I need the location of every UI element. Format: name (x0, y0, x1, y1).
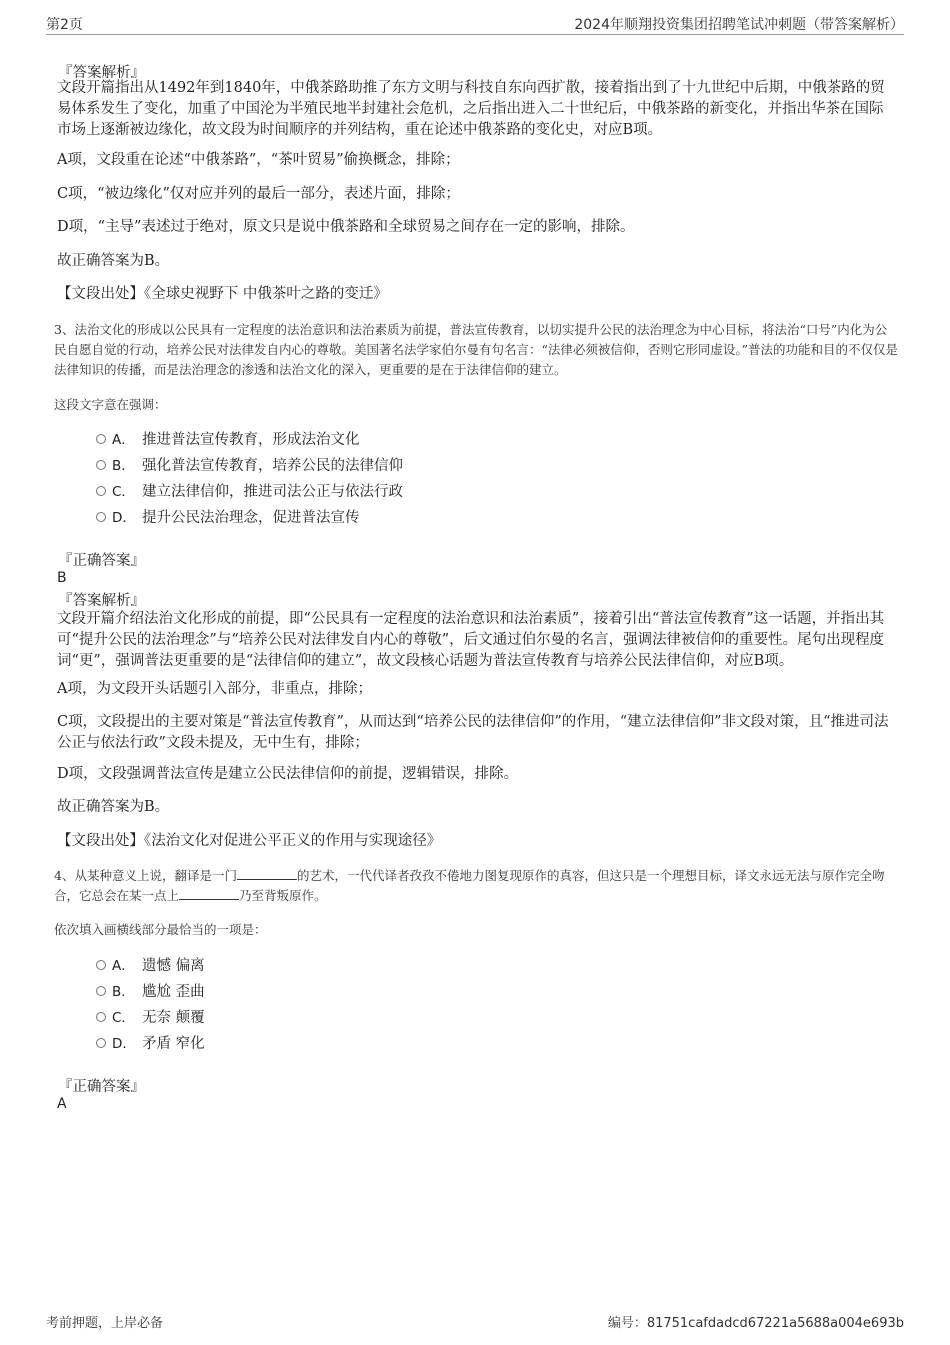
radio-button[interactable] (96, 512, 106, 522)
fill-blank-1 (237, 866, 297, 880)
fill-blank-2 (179, 886, 239, 900)
page-number: 第2页 (46, 17, 83, 33)
q3-analysis-paragraph: 文段开篇介绍法治文化形成的前提，即“公民具有一定程度的法治意识和法治素质”，接着引出“普法宣传教育”这一话题，并指出其可“提升公民的法治理念”与“培养公民对法律发自内心的尊敬”，后文通过伯尔曼的名言，强调法律被信仰的重要性。尾句出现程度词“更”，强调普法更重要的是“法律信仰的建立”，故文段核心话题为普法宣传教育与培养公民法律信仰，对应B项。 (57, 611, 885, 669)
q3-option-c[interactable]: C． 建立法律信仰，推进司法公正与依法行政 (96, 482, 403, 502)
q3-answer: B (57, 570, 67, 586)
q2-source: 【文段出处】《全球史视野下 中俄茶叶之路的变迁》 (57, 286, 388, 302)
q4-option-c[interactable]: C． 无奈 颠覆 (96, 1008, 205, 1028)
q4-answer: A (57, 1096, 67, 1112)
q3-prompt: 这段文字意在强调： (54, 397, 167, 412)
radio-button[interactable] (96, 1038, 106, 1048)
q4-prompt: 依次填入画横线部分最恰当的一项是： (54, 922, 267, 937)
radio-button[interactable] (96, 486, 106, 496)
q2-note-c: C项，“被边缘化”仅对应并列的最后一部分，表述片面，排除； (57, 186, 460, 202)
q3-stem: 3、法治文化的形成以公民具有一定程度的法治意识和法治素质为前提，普法宣传教育，以切实提升公民的法治理念为中心目标，将法治“口号”内化为公民自愿自觉的行动，培养公民对法律发自内心的尊敬。美国著名法学家伯尔曼有句名言：“法律必须被信仰，否则它形同虚设。”普法的功能和目的不仅仅是法律知识的传播，而是法治理念的渗透和法治文化的深入，更重要的是在于法律信仰的建立。 (54, 322, 899, 377)
radio-button[interactable] (96, 986, 106, 996)
q3-note-d: D项，文段强调普法宣传是建立公民法律信仰的前提，逻辑错误，排除。 (57, 766, 519, 782)
q3-note-c: C项，文段提出的主要对策是“普法宣传教育”，从而达到“培养公民的法律信仰”的作用，“建立法律信仰”非文段对策，且“推进司法公正与依法行政”文段未提及，无中生有，排除； (57, 714, 889, 751)
page-header (46, 14, 904, 35)
radio-button[interactable] (96, 460, 106, 470)
page-footer (46, 1312, 904, 1330)
q3-note-a: A项，为文段开头话题引入部分，非重点，排除； (57, 681, 372, 697)
q2-note-d: D项，“主导”表述过于绝对，原文只是说中俄茶路和全球贸易之间存在一定的影响，排除。 (57, 219, 635, 235)
q3-conclusion: 故正确答案为B。 (57, 799, 170, 815)
q3-answer-label: 『正确答案』 (58, 552, 145, 569)
q3-source: 【文段出处】《法治文化对促进公平正义的作用与实现途径》 (57, 833, 442, 849)
footer-slogan: 考前押题，上岸必备 (46, 1316, 164, 1331)
radio-button[interactable] (96, 1012, 106, 1022)
q3-analysis-label: 『答案解析』 (58, 592, 145, 609)
q4-stem: 4、从某种意义上说，翻译是一门 的艺术，一代代译者孜孜不倦地力图复现原作的真容，但这只是一个理想目标，译文永远无法与原作完全吻合，它总会在某一点上 乃至背叛原作。 (54, 868, 885, 903)
q2-note-a: A项，文段重在论述“中俄茶路”，“茶叶贸易”偷换概念，排除； (57, 152, 460, 168)
radio-button[interactable] (96, 434, 106, 444)
q4-option-b[interactable]: B． 尴尬 歪曲 (96, 982, 205, 1002)
q2-conclusion: 故正确答案为B。 (57, 253, 170, 269)
q4-answer-label: 『正确答案』 (58, 1078, 145, 1095)
document-title: 2024年顺翔投资集团招聘笔试冲刺题（带答案解析） (574, 17, 904, 33)
q4-option-d[interactable]: D． 矛盾 窄化 (96, 1034, 205, 1054)
q3-option-d[interactable]: D． 提升公民法治理念，促进普法宣传 (96, 508, 360, 528)
q2-analysis-label: 『答案解析』 (58, 64, 145, 81)
q3-option-b[interactable]: B． 强化普法宣传教育，培养公民的法律信仰 (96, 456, 403, 476)
document-code: 编号：81751cafdadcd67221a5688a004e693b (607, 1316, 904, 1331)
q4-option-a[interactable]: A． 遗憾 偏离 (96, 956, 205, 976)
q2-analysis-paragraph: 文段开篇指出从1492年到1840年，中俄茶路助推了东方文明与科技自东向西扩散，接着指出到了十九世纪中后期，中俄茶路的贸易体系发生了变化，加重了中国沦为半殖民地半封建社会危机，之后指出进入二十世纪后，中俄茶路的新变化，并指出华茶在国际市场上逐渐被边缘化，故文段为时间顺序的并列结构，重在论述中俄茶路的变化史，对应B项。 (57, 80, 885, 138)
radio-button[interactable] (96, 960, 106, 970)
q3-option-a[interactable]: A． 推进普法宣传教育，形成法治文化 (96, 430, 360, 450)
